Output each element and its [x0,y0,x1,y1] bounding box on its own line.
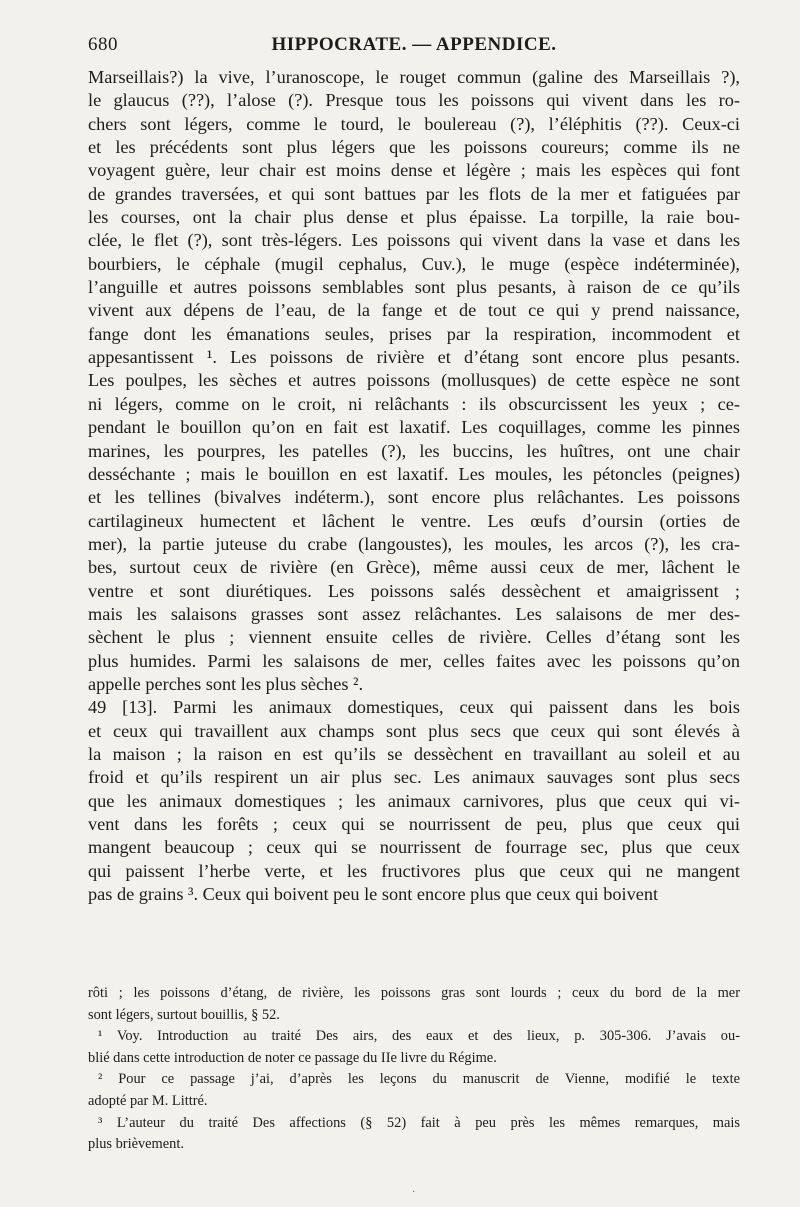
text-line: pendant le bouillon qu’on en fait est laxatif. Les coquillages, comme les pinnes [88,417,740,438]
text-line: le glaucus (??), l’alose (?). Presque tous les poissons qui vivent dans les ro- [88,90,740,111]
text-line: mangent beaucoup ; ceux qui se nourrissent de fourrage sec, plus que ceux [88,837,740,858]
text-line: bes, surtout ceux de rivière (en Grèce), même aussi ceux de mer, lâchent le [88,557,740,578]
footnote-line: ³ L’auteur du traité Des affections (§ 52) fait à peu près les mêmes remarques, mais [98,1114,740,1131]
footnote-line: ¹ Voy. Introduction au traité Des airs, des eaux et des lieux, p. 305-306. J’avais ou- [98,1028,740,1045]
text-line: Les poulpes, les sèches et autres poissons (mollusques) de cette espèce ne sont [88,370,740,391]
footnotes [88,983,740,1156]
text-line: 49 [13]. Parmi les animaux domestiques, ceux qui paissent dans les bois [88,697,740,718]
text-line: ni légers, comme on le croit, ni relâchants : ils obscurcissent les yeux ; ce- [88,393,740,414]
text-line: plus humides. Parmi les salaisons de mer, celles faites avec les poissons qu’on [88,650,740,671]
text-line: la maison ; la raison en est qu’ils se dessèchent en travaillant au soleil et au [88,743,740,764]
text-line: voyagent guère, leur chair est moins dense et légère ; mais les espèces qui font [88,160,740,181]
text-line: l’anguille et autres poissons semblables sont plus pesants, à raison de ce qu’ils [88,277,740,298]
text-line: ventre et sont diurétiques. Les poissons salés dessèchent et amaigrissent ; [88,580,740,601]
footnote-line: sont légers, surtout bouillis, § 52. [88,1006,280,1023]
text-line: Marseillais?) la vive, l’uranoscope, le rouget commun (galine des Marseillais ?), [88,67,740,87]
running-title: HIPPOCRATE. — APPENDICE. [271,34,557,55]
main-text [88,66,740,906]
text-line: marines, les pourpres, les patelles (?), les buccins, les huîtres, ont une chair [88,440,740,461]
bottom-mark: · [412,1187,416,1198]
text-line: pas de grains ³. Ceux qui boivent peu le sont encore plus que ceux qui boivent [88,884,659,905]
footnote-line: plus brièvement. [88,1136,184,1153]
footnote-line: rôti ; les poissons d’étang, de rivière, les poissons gras sont lourds ; ceux du bord de la mer [88,985,740,1001]
text-line: et les précédents sont plus légers que les poissons coureurs; comme ils ne [88,137,740,158]
text-line: cartilagineux humectent et lâchent le ventre. Les œufs d’oursin (orties de [88,510,740,531]
text-line: mer), la partie juteuse du crabe (langoustes), les moules, les arcos (?), les cra- [88,533,740,554]
text-line: mais les salaisons grasses sont assez relâchantes. Les salaisons de mer des- [88,603,740,624]
page-number: 680 [88,34,118,55]
text-line: fange dont les émanations seules, prises par la respiration, incommodent et [88,323,740,344]
text-line: clée, le flet (?), sont très-légers. Les poissons qui vivent dans la vase et dans les [88,230,740,251]
text-line: bourbiers, le céphale (mugil cephalus, Cuv.), le muge (espèce indéterminée), [88,253,740,274]
footnote-line: blié dans cette introduction de noter ce passage du IIe livre du Régime. [88,1049,497,1066]
text-line: desséchante ; mais le bouillon en est laxatif. Les moules, les pétoncles (peignes) [88,463,740,484]
running-header [88,34,740,58]
text-line: froid et qu’ils respirent un air plus sec. Les animaux sauvages sont plus secs [88,767,740,788]
text-line: et les tellines (bivalves indéterm.), sont encore plus relâchantes. Les poissons [88,487,740,508]
text-line: vent dans les forêts ; ceux qui se nourrissent de peu, plus que ceux qui [88,814,740,834]
footnote-line: adopté par M. Littré. [88,1092,208,1109]
text-line: vivent aux dépens de l’eau, de la fange et de tout ce qui y prend naissance, [88,300,740,321]
text-line: et ceux qui travaillent aux champs sont plus secs que ceux qui sont élevés à [88,720,740,741]
text-line: que les animaux domestiques ; les animaux carnivores, plus que ceux qui vi- [88,790,740,811]
footnote-line: ² Pour ce passage j’ai, d’après les leçons du manuscrit de Vienne, modifié le texte [98,1071,740,1088]
text-line: de grandes traversées, et qui sont battues par les flots de la mer et fatiguées par [88,183,740,204]
text-line: chers sont légers, comme le tourd, le boulereau (?), l’éléphitis (??). Ceux-ci [88,113,740,134]
text-line: les courses, ont la chair plus dense et plus épaisse. La torpille, la raie bou- [88,207,740,228]
text-line: appesantissent ¹. Les poissons de rivière et d’étang sont encore plus pesants. [88,347,740,368]
text-line: sèchent le plus ; viennent ensuite celles de rivière. Celles d’étang sont les [88,627,740,648]
text-line: appelle perches sont les plus sèches ². [88,673,364,694]
text-line: qui paissent l’herbe verte, et les fructivores plus que ceux qui ne mangent [88,860,740,881]
